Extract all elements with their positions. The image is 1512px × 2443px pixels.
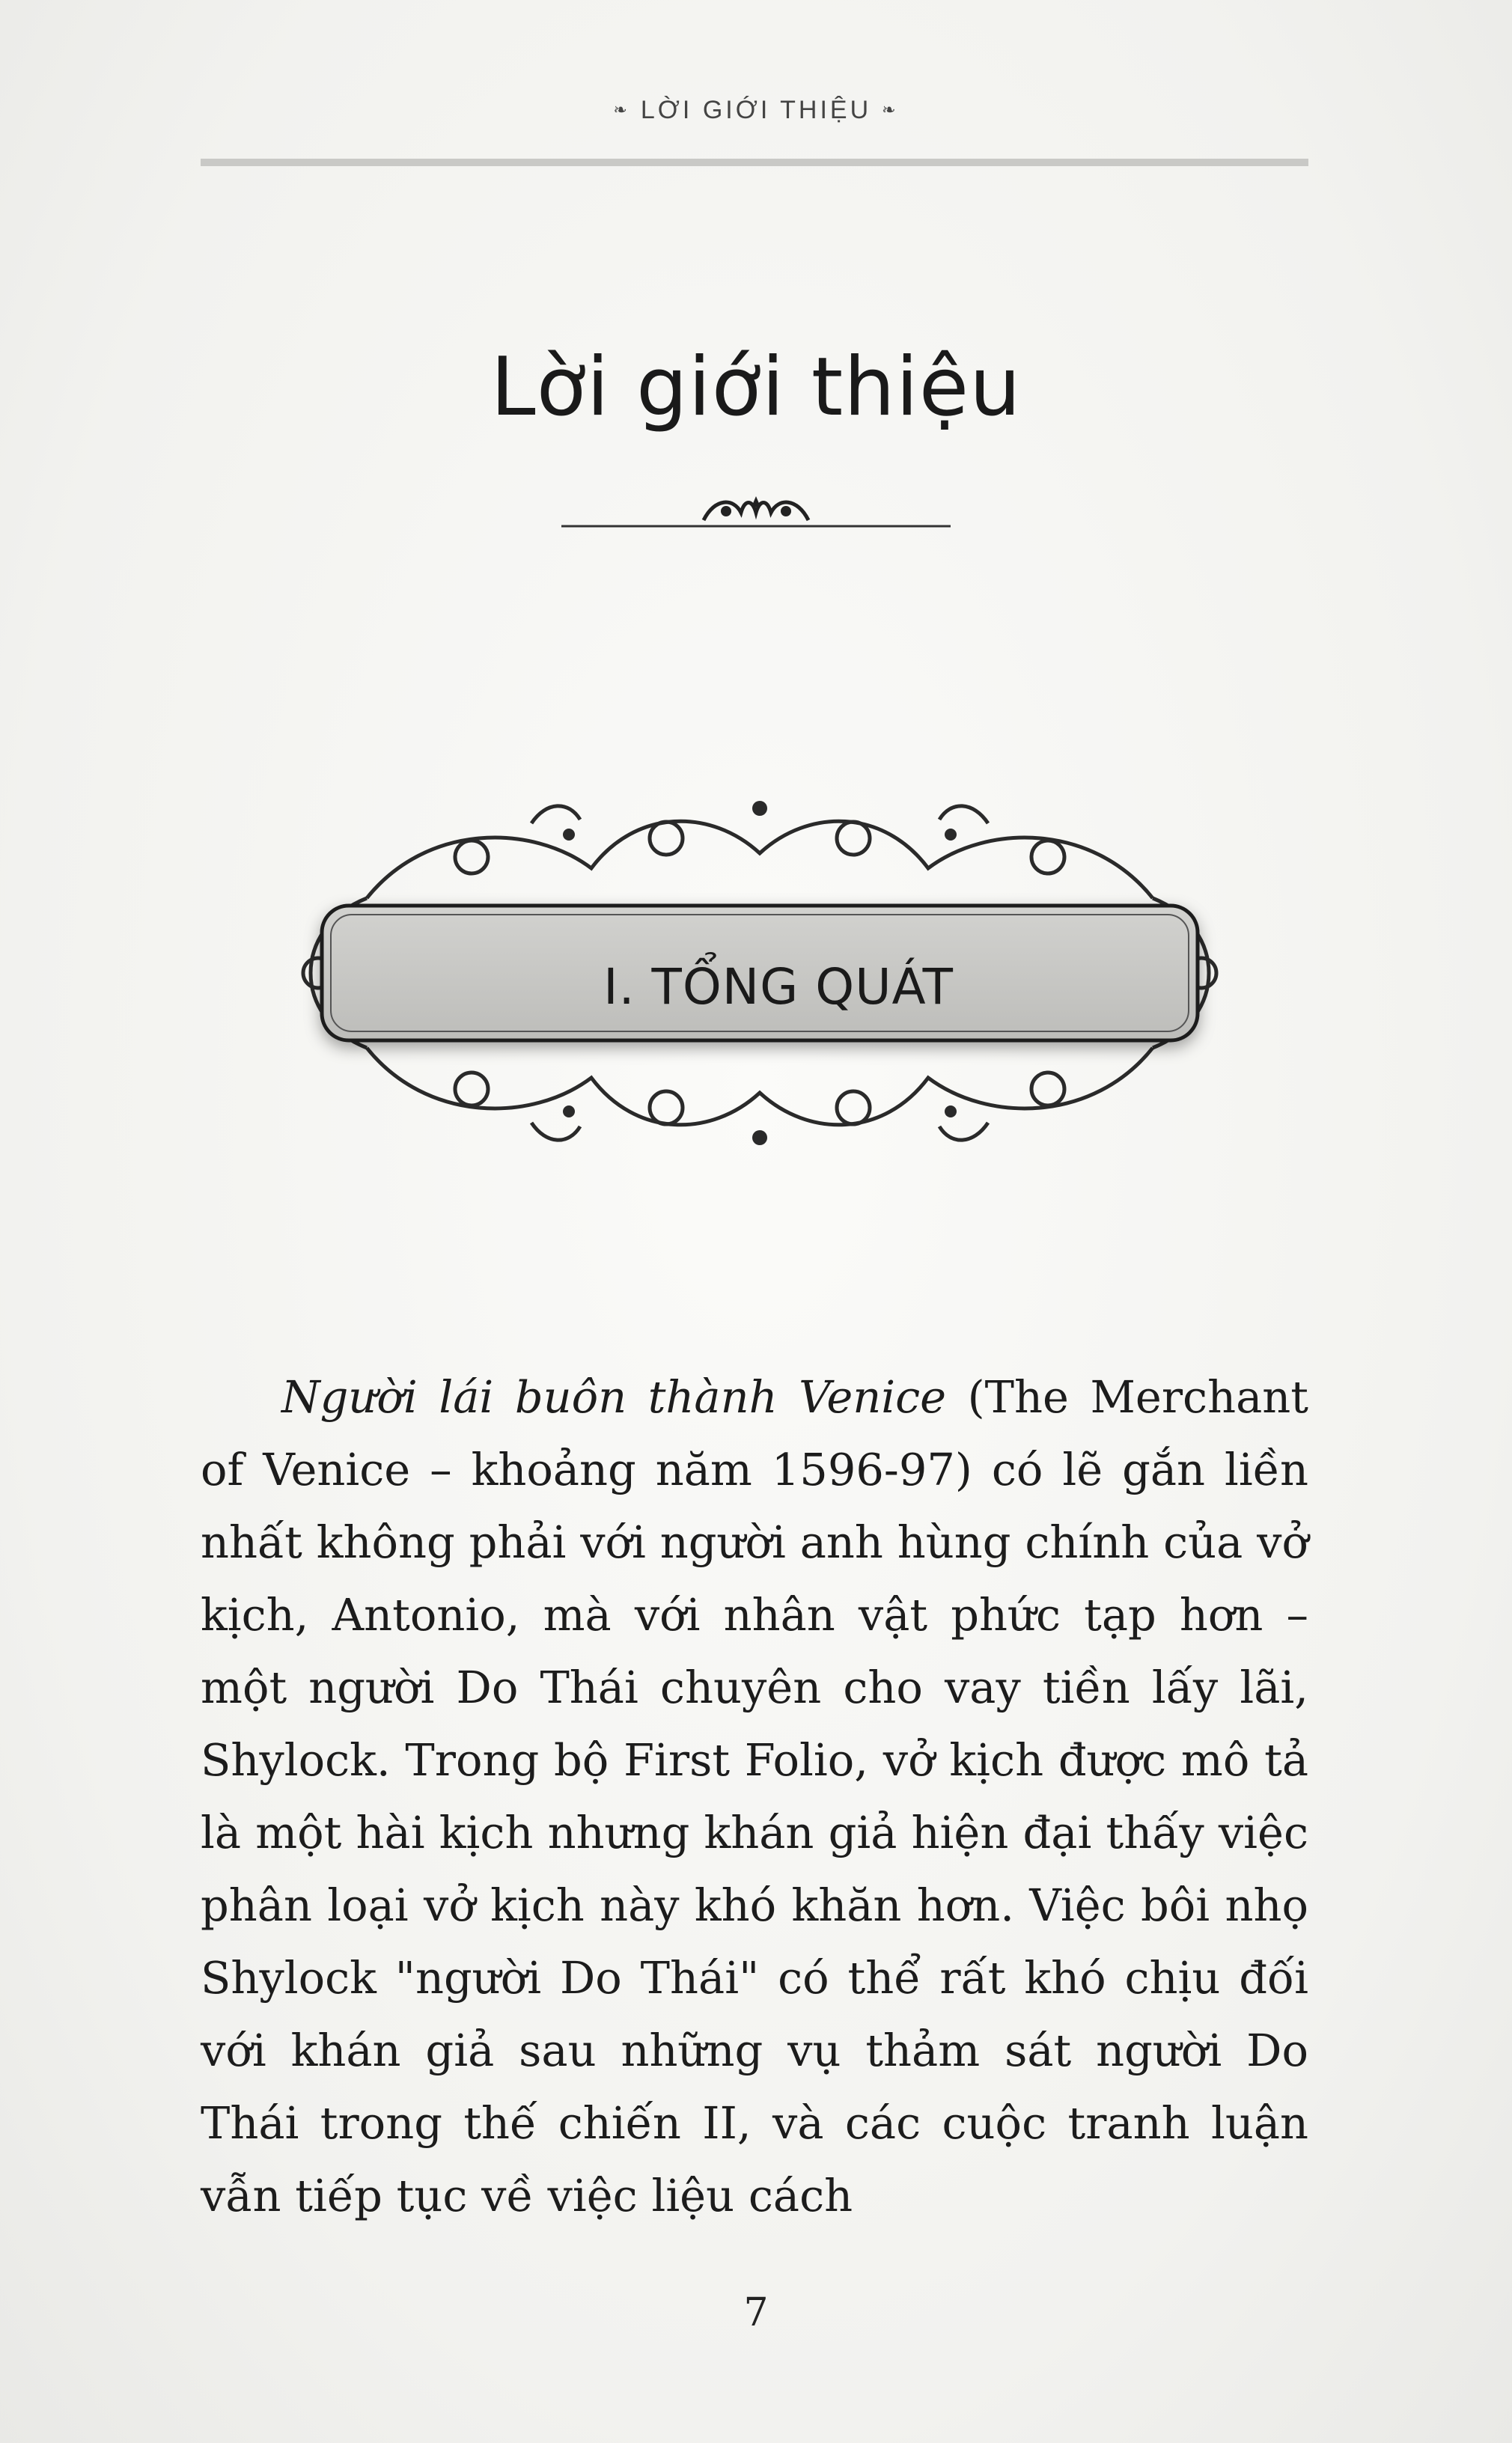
section-heading: I. TỔNG QUÁT <box>603 958 954 1016</box>
title-flourish-ornament <box>554 490 958 543</box>
body-paragraph-text: (The Merchant of Venice – khoảng năm 1596-97) có lẽ gắn liền nhất không phải với người anh hùng chính của vở kịch, Antonio, mà với nhân vật phức tạp hơn – một người Do Thái chuyên cho vay tiền lấy lãi, Shylock. Trong bộ First Folio, vở kịch được mô tả là một hài kịch nhưng khán giả hiện đại thấy việc phân loại vở kịch này khó khăn hơn. Việc bôi nhọ Shylock "người Do Thái" có thể rất khó chịu đối với khán giả sau những vụ thảm sát người Do Thái trong thế chiến II, và các cuộc tranh luận vẫn tiếp tục về việc liệu cách <box>201 1371 1308 2221</box>
body-paragraph <box>201 1361 1308 2232</box>
play-title-italic: Người lái buôn thành Venice <box>281 1371 947 1423</box>
running-head-ornament-right: ❧ <box>882 100 899 119</box>
page-number: 7 <box>743 2290 769 2335</box>
running-head <box>0 96 1512 125</box>
chapter-title: Lời giới thiệu <box>490 341 1022 434</box>
running-head-text: LỜI GIỚI THIỆU <box>640 96 872 124</box>
header-rule <box>201 159 1308 166</box>
running-head-ornament-left: ❧ <box>613 100 630 119</box>
body-text <box>201 1361 1308 2232</box>
